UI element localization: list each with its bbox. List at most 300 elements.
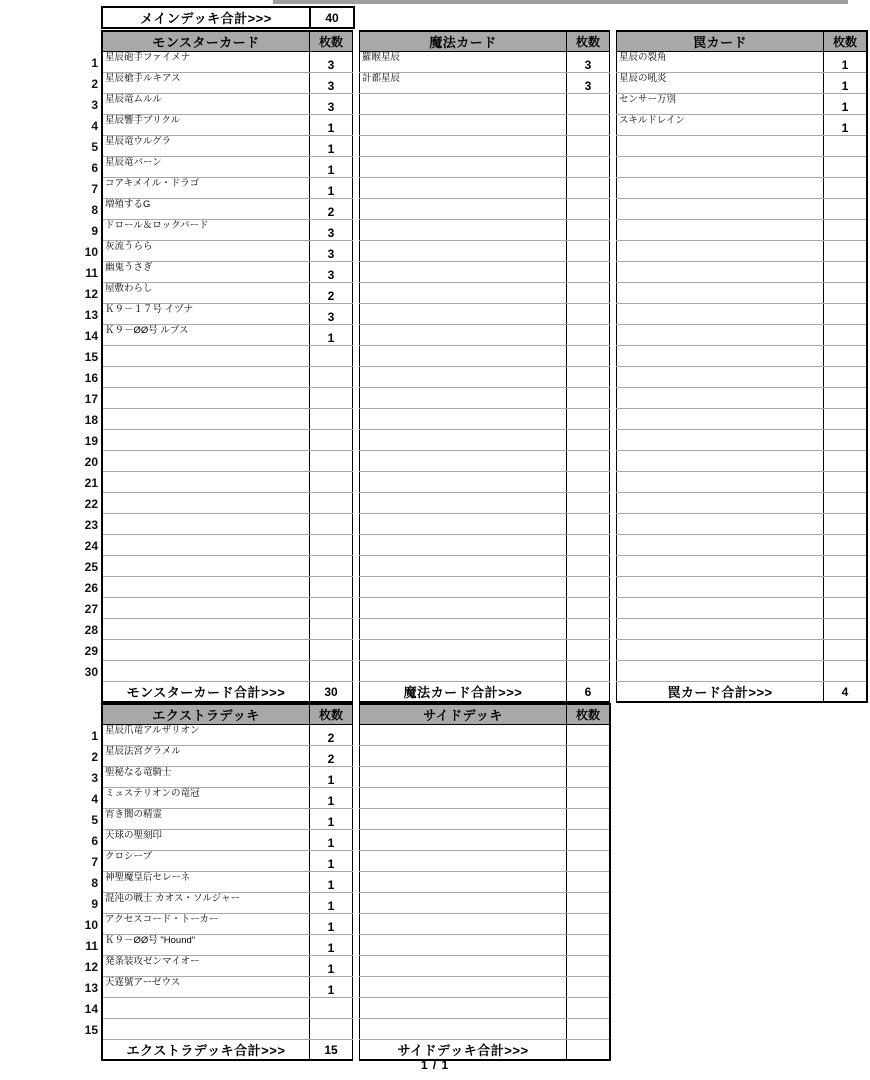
- lower-deck-row-number: 2: [91, 749, 98, 764]
- card-qty-cell[interactable]: 1: [310, 767, 353, 788]
- card-name-cell[interactable]: [360, 640, 567, 661]
- card-name-cell[interactable]: [102, 493, 310, 514]
- lower-deck-row-number: 1: [91, 728, 98, 743]
- side-deck-qty-header: 枚数: [567, 704, 611, 725]
- card-name-cell[interactable]: [617, 661, 824, 682]
- card-name-cell[interactable]: [102, 430, 310, 451]
- main-deck-row: [76, 199, 867, 220]
- card-name-cell[interactable]: [360, 935, 567, 956]
- card-name-cell[interactable]: [102, 535, 310, 556]
- card-name-cell[interactable]: [617, 325, 824, 346]
- card-name-cell[interactable]: [360, 788, 567, 809]
- card-name-cell[interactable]: 星辰砲手ファイメナ: [102, 52, 310, 73]
- card-name-cell[interactable]: [617, 514, 824, 535]
- card-qty-cell[interactable]: 2: [310, 283, 353, 304]
- card-qty-cell[interactable]: [824, 241, 868, 262]
- card-qty-cell[interactable]: [310, 409, 353, 430]
- card-qty-cell[interactable]: [567, 872, 611, 893]
- card-qty-cell[interactable]: [567, 346, 610, 367]
- card-name-cell[interactable]: [102, 409, 310, 430]
- card-qty-cell[interactable]: [310, 493, 353, 514]
- card-qty-cell[interactable]: [310, 346, 353, 367]
- card-qty-cell[interactable]: [567, 157, 610, 178]
- card-qty-cell[interactable]: [567, 472, 610, 493]
- card-name-cell[interactable]: [617, 283, 824, 304]
- card-qty-cell[interactable]: 1: [310, 157, 353, 178]
- card-name-cell[interactable]: [617, 178, 824, 199]
- card-name-cell[interactable]: 星辰法宮グラメル: [102, 746, 310, 767]
- main-deck-row: [76, 409, 867, 430]
- card-qty-cell[interactable]: 1: [824, 73, 868, 94]
- card-qty-cell[interactable]: [567, 998, 611, 1019]
- card-name-cell[interactable]: クロシープ: [102, 851, 310, 872]
- card-name-cell[interactable]: 星辰竜ウルグラ: [102, 136, 310, 157]
- card-qty-cell[interactable]: [567, 535, 610, 556]
- card-qty-cell[interactable]: [567, 830, 611, 851]
- card-qty-cell[interactable]: [310, 514, 353, 535]
- card-qty-cell[interactable]: [824, 640, 868, 661]
- card-name-cell[interactable]: [102, 1019, 310, 1040]
- card-qty-cell[interactable]: [824, 430, 868, 451]
- card-qty-cell[interactable]: [824, 199, 868, 220]
- card-name-cell[interactable]: 灰流うらら: [102, 241, 310, 262]
- lower-deck-row: [76, 956, 610, 977]
- main-deck-row-number: 18: [84, 412, 98, 427]
- main-deck-row-number: 13: [84, 307, 98, 322]
- card-qty-cell[interactable]: [310, 577, 353, 598]
- card-name-cell[interactable]: [102, 388, 310, 409]
- card-name-cell[interactable]: [617, 493, 824, 514]
- card-qty-cell[interactable]: [310, 998, 353, 1019]
- card-name-cell[interactable]: [617, 388, 824, 409]
- card-qty-cell[interactable]: [824, 178, 868, 199]
- clipped-header-band: [273, 0, 848, 4]
- main-deck-row: [76, 157, 867, 178]
- card-name-cell[interactable]: [102, 598, 310, 619]
- main-deck-row: [76, 262, 867, 283]
- card-name-cell[interactable]: [360, 767, 567, 788]
- card-qty-cell[interactable]: [824, 451, 868, 472]
- card-qty-cell[interactable]: 3: [310, 220, 353, 241]
- card-qty-cell[interactable]: 1: [310, 872, 353, 893]
- card-name-cell[interactable]: [617, 304, 824, 325]
- card-name-cell[interactable]: [617, 472, 824, 493]
- card-name-cell[interactable]: [360, 830, 567, 851]
- card-qty-cell[interactable]: [567, 640, 610, 661]
- card-name-cell[interactable]: [360, 472, 567, 493]
- card-name-cell[interactable]: [617, 136, 824, 157]
- card-qty-cell[interactable]: 3: [567, 73, 610, 94]
- card-name-cell[interactable]: 星辰の裂角: [617, 52, 824, 73]
- card-qty-cell[interactable]: [567, 304, 610, 325]
- card-qty-cell[interactable]: [567, 199, 610, 220]
- main-deck-row: [76, 619, 867, 640]
- card-name-cell[interactable]: [360, 535, 567, 556]
- card-name-cell[interactable]: [617, 556, 824, 577]
- card-name-cell[interactable]: Ｋ９－１７号 イヅナ: [102, 304, 310, 325]
- main-deck-row: [76, 451, 867, 472]
- card-name-cell[interactable]: [617, 619, 824, 640]
- card-qty-cell[interactable]: [567, 430, 610, 451]
- card-qty-cell[interactable]: 1: [310, 956, 353, 977]
- card-qty-cell[interactable]: [824, 283, 868, 304]
- card-qty-cell[interactable]: [824, 472, 868, 493]
- card-name-cell[interactable]: [617, 430, 824, 451]
- card-name-cell[interactable]: [360, 241, 567, 262]
- card-qty-cell[interactable]: 1: [310, 178, 353, 199]
- card-qty-cell[interactable]: [567, 283, 610, 304]
- card-qty-cell[interactable]: [567, 661, 610, 682]
- card-qty-cell[interactable]: 1: [310, 788, 353, 809]
- card-qty-cell[interactable]: 1: [310, 325, 353, 346]
- main-deck-row: [76, 283, 867, 304]
- main-deck-row-number: 21: [84, 475, 98, 490]
- card-qty-cell[interactable]: [567, 556, 610, 577]
- card-name-cell[interactable]: [360, 998, 567, 1019]
- card-name-cell[interactable]: [360, 556, 567, 577]
- card-name-cell[interactable]: 星辰爪竜アルザリオン: [102, 725, 310, 746]
- card-name-cell[interactable]: [617, 241, 824, 262]
- card-name-cell[interactable]: [360, 1019, 567, 1040]
- card-qty-cell[interactable]: 1: [310, 977, 353, 998]
- card-qty-cell[interactable]: 2: [310, 199, 353, 220]
- card-qty-cell[interactable]: [824, 262, 868, 283]
- lower-deck-row: [76, 830, 610, 851]
- card-qty-cell[interactable]: 2: [310, 725, 353, 746]
- card-name-cell[interactable]: [360, 199, 567, 220]
- card-qty-cell[interactable]: [824, 619, 868, 640]
- lower-deck-row-number: 12: [84, 959, 98, 974]
- card-qty-cell[interactable]: [567, 325, 610, 346]
- card-name-cell[interactable]: ミュステリオンの竜冠: [102, 788, 310, 809]
- card-qty-cell[interactable]: [567, 577, 610, 598]
- card-qty-cell[interactable]: 3: [310, 241, 353, 262]
- card-name-cell[interactable]: [360, 346, 567, 367]
- main-deck-row: [76, 325, 867, 346]
- card-name-cell[interactable]: [360, 977, 567, 998]
- card-name-cell[interactable]: [102, 514, 310, 535]
- card-name-cell[interactable]: 混沌の戦士 カオス・ソルジャー: [102, 893, 310, 914]
- card-name-cell[interactable]: [360, 220, 567, 241]
- card-qty-cell[interactable]: [567, 893, 611, 914]
- card-name-cell[interactable]: [360, 157, 567, 178]
- card-qty-cell[interactable]: [310, 640, 353, 661]
- lower-deck-row: [76, 872, 610, 893]
- main-deck-grid: [76, 30, 868, 703]
- card-name-cell[interactable]: 星辰槍手ルキアス: [102, 73, 310, 94]
- card-name-cell[interactable]: [360, 809, 567, 830]
- card-name-cell[interactable]: 星辰響手ブリクル: [102, 115, 310, 136]
- card-qty-cell[interactable]: [567, 220, 610, 241]
- card-name-cell[interactable]: [617, 577, 824, 598]
- card-name-cell[interactable]: [617, 346, 824, 367]
- lower-deck-row: [76, 914, 610, 935]
- card-name-cell[interactable]: [102, 619, 310, 640]
- card-qty-cell[interactable]: 1: [310, 935, 353, 956]
- main-deck-row-number: 14: [84, 328, 98, 343]
- card-qty-cell[interactable]: [567, 241, 610, 262]
- trap-total-value: 4: [824, 682, 868, 703]
- card-qty-cell[interactable]: 1: [824, 52, 868, 73]
- card-name-cell[interactable]: [617, 409, 824, 430]
- card-qty-cell[interactable]: [567, 178, 610, 199]
- card-name-cell[interactable]: Ｋ９－ØØ号 ルプス: [102, 325, 310, 346]
- card-qty-cell[interactable]: [567, 409, 610, 430]
- card-qty-cell[interactable]: [824, 346, 868, 367]
- card-name-cell[interactable]: 星辰竜ムルル: [102, 94, 310, 115]
- card-qty-cell[interactable]: 1: [310, 830, 353, 851]
- card-name-cell[interactable]: [360, 619, 567, 640]
- card-qty-cell[interactable]: [567, 598, 610, 619]
- card-name-cell[interactable]: [360, 914, 567, 935]
- card-qty-cell[interactable]: [824, 493, 868, 514]
- rownum-spacer: [76, 6, 101, 29]
- card-qty-cell[interactable]: [310, 619, 353, 640]
- card-name-cell[interactable]: [360, 136, 567, 157]
- card-name-cell[interactable]: 発条装攻ゼンマイオー: [102, 956, 310, 977]
- card-qty-cell[interactable]: [567, 514, 610, 535]
- card-name-cell[interactable]: [102, 472, 310, 493]
- lower-deck-row: [76, 725, 610, 746]
- card-name-cell[interactable]: 天霆號アーゼウス: [102, 977, 310, 998]
- card-name-cell[interactable]: [360, 851, 567, 872]
- main-deck-row: [76, 52, 867, 73]
- lower-deck-row-number: 5: [91, 812, 98, 827]
- card-qty-cell[interactable]: [310, 367, 353, 388]
- card-qty-cell[interactable]: [567, 493, 610, 514]
- card-name-cell[interactable]: [360, 94, 567, 115]
- card-qty-cell[interactable]: [824, 409, 868, 430]
- card-qty-cell[interactable]: [567, 956, 611, 977]
- card-qty-cell[interactable]: [567, 767, 611, 788]
- card-name-cell[interactable]: [360, 598, 567, 619]
- card-qty-cell[interactable]: 1: [310, 914, 353, 935]
- card-name-cell[interactable]: アクセスコード・トーカー: [102, 914, 310, 935]
- card-name-cell[interactable]: [360, 409, 567, 430]
- main-deck-row-number: 30: [84, 664, 98, 679]
- card-name-cell[interactable]: Ｋ９－ØØ号 "Hound": [102, 935, 310, 956]
- card-qty-cell[interactable]: [310, 661, 353, 682]
- extra-deck-qty-header: 枚数: [310, 704, 353, 725]
- card-name-cell[interactable]: 計都星辰: [360, 73, 567, 94]
- card-name-cell[interactable]: 増殖するG: [102, 199, 310, 220]
- card-name-cell[interactable]: [360, 893, 567, 914]
- card-qty-cell[interactable]: 1: [310, 115, 353, 136]
- card-name-cell[interactable]: [360, 262, 567, 283]
- main-deck-row-number: 25: [84, 559, 98, 574]
- main-deck-row: [76, 577, 867, 598]
- card-name-cell[interactable]: [102, 998, 310, 1019]
- card-qty-cell[interactable]: [567, 1019, 611, 1040]
- card-name-cell[interactable]: [617, 199, 824, 220]
- card-qty-cell[interactable]: [824, 157, 868, 178]
- card-qty-cell[interactable]: [824, 325, 868, 346]
- lower-deck-row: [76, 851, 610, 872]
- monster-total-value: 30: [310, 682, 353, 703]
- card-qty-cell[interactable]: [567, 935, 611, 956]
- card-qty-cell[interactable]: [824, 136, 868, 157]
- main-deck-row-number: 8: [91, 202, 98, 217]
- card-name-cell[interactable]: 星辰の吼炎: [617, 73, 824, 94]
- card-qty-cell[interactable]: [310, 535, 353, 556]
- main-deck-row-number: 16: [84, 370, 98, 385]
- card-qty-cell[interactable]: [824, 598, 868, 619]
- rownum-total-spacer: [76, 682, 102, 703]
- card-qty-cell[interactable]: [310, 430, 353, 451]
- card-qty-cell[interactable]: [824, 661, 868, 682]
- card-name-cell[interactable]: 神聖魔皇后セレーネ: [102, 872, 310, 893]
- card-name-cell[interactable]: [617, 157, 824, 178]
- card-name-cell[interactable]: [102, 577, 310, 598]
- card-name-cell[interactable]: [102, 556, 310, 577]
- card-qty-cell[interactable]: 3: [310, 262, 353, 283]
- card-name-cell[interactable]: 屋敷わらし: [102, 283, 310, 304]
- card-name-cell[interactable]: [360, 430, 567, 451]
- card-qty-cell[interactable]: [567, 451, 610, 472]
- card-qty-cell[interactable]: [824, 577, 868, 598]
- card-qty-cell[interactable]: [567, 619, 610, 640]
- card-qty-cell[interactable]: 1: [824, 94, 868, 115]
- main-deck-row: [76, 493, 867, 514]
- card-qty-cell[interactable]: [824, 304, 868, 325]
- card-name-cell[interactable]: ドロール＆ロックバード: [102, 220, 310, 241]
- card-qty-cell[interactable]: [824, 514, 868, 535]
- side-deck-column-header: サイドデッキ: [360, 704, 567, 725]
- lower-deck-totals-row: [76, 1040, 610, 1061]
- main-deck-row: [76, 136, 867, 157]
- main-deck-total-label: メインデッキ合計>>>: [102, 7, 310, 28]
- card-name-cell[interactable]: [360, 178, 567, 199]
- card-qty-cell[interactable]: [567, 136, 610, 157]
- spell-qty-header: 枚数: [567, 31, 610, 52]
- card-qty-cell[interactable]: [567, 851, 611, 872]
- card-qty-cell[interactable]: 1: [310, 809, 353, 830]
- card-name-cell[interactable]: [360, 283, 567, 304]
- card-qty-cell[interactable]: 2: [310, 746, 353, 767]
- main-deck-row-number: 7: [91, 181, 98, 196]
- main-deck-table: [76, 6, 355, 29]
- card-name-cell[interactable]: [360, 661, 567, 682]
- card-name-cell[interactable]: 羅睺星辰: [360, 52, 567, 73]
- lower-deck-row-number: 15: [84, 1022, 98, 1037]
- main-deck-row-number: 10: [84, 244, 98, 259]
- card-qty-cell[interactable]: 3: [310, 52, 353, 73]
- card-qty-cell[interactable]: [567, 367, 610, 388]
- card-qty-cell[interactable]: [567, 262, 610, 283]
- card-qty-cell[interactable]: [567, 809, 611, 830]
- card-name-cell[interactable]: 星辰竜バーン: [102, 157, 310, 178]
- card-qty-cell[interactable]: [567, 914, 611, 935]
- card-qty-cell[interactable]: [310, 472, 353, 493]
- card-qty-cell[interactable]: [567, 788, 611, 809]
- card-name-cell[interactable]: [617, 367, 824, 388]
- card-qty-cell[interactable]: [567, 746, 611, 767]
- card-qty-cell[interactable]: [310, 556, 353, 577]
- card-qty-cell[interactable]: [824, 367, 868, 388]
- card-qty-cell[interactable]: [310, 388, 353, 409]
- card-qty-cell[interactable]: [310, 1019, 353, 1040]
- card-name-cell[interactable]: 宵き闇の精霊: [102, 809, 310, 830]
- card-qty-cell[interactable]: [824, 535, 868, 556]
- card-qty-cell[interactable]: 1: [824, 115, 868, 136]
- card-qty-cell[interactable]: [567, 388, 610, 409]
- card-qty-cell[interactable]: 3: [310, 304, 353, 325]
- card-name-cell[interactable]: [102, 661, 310, 682]
- card-name-cell[interactable]: 聖秘なる竜騎士: [102, 767, 310, 788]
- card-name-cell[interactable]: [360, 388, 567, 409]
- lower-deck-row: [76, 788, 610, 809]
- main-deck-row-number: 2: [91, 76, 98, 91]
- card-name-cell[interactable]: [617, 220, 824, 241]
- card-name-cell[interactable]: 幽鬼うさぎ: [102, 262, 310, 283]
- card-qty-cell[interactable]: [567, 977, 611, 998]
- main-deck-row-number: 19: [84, 433, 98, 448]
- card-name-cell[interactable]: [360, 451, 567, 472]
- card-name-cell[interactable]: [102, 451, 310, 472]
- card-name-cell[interactable]: [360, 746, 567, 767]
- card-name-cell[interactable]: [360, 493, 567, 514]
- main-deck-row: [76, 535, 867, 556]
- card-qty-cell[interactable]: 1: [310, 136, 353, 157]
- lower-deck-row: [76, 893, 610, 914]
- card-qty-cell[interactable]: 3: [310, 73, 353, 94]
- card-name-cell[interactable]: [617, 451, 824, 472]
- card-name-cell[interactable]: 天球の聖刻印: [102, 830, 310, 851]
- card-name-cell[interactable]: [102, 346, 310, 367]
- lower-deck-row-number: 11: [85, 938, 98, 953]
- card-qty-cell[interactable]: [310, 598, 353, 619]
- card-name-cell[interactable]: コアキメイル・ドラゴ: [102, 178, 310, 199]
- card-qty-cell[interactable]: [567, 725, 611, 746]
- card-name-cell[interactable]: [617, 262, 824, 283]
- card-qty-cell[interactable]: 1: [310, 893, 353, 914]
- card-name-cell[interactable]: [360, 367, 567, 388]
- card-name-cell[interactable]: スキルドレイン: [617, 115, 824, 136]
- card-name-cell[interactable]: [102, 640, 310, 661]
- main-deck-row: [76, 178, 867, 199]
- card-qty-cell[interactable]: [310, 451, 353, 472]
- lower-deck-row-number: 9: [91, 896, 98, 911]
- side-deck-total-label: サイドデッキ合計>>>: [360, 1040, 567, 1061]
- card-name-cell[interactable]: センサー万別: [617, 94, 824, 115]
- card-qty-cell[interactable]: [824, 556, 868, 577]
- main-deck-row-number: 26: [84, 580, 98, 595]
- card-qty-cell[interactable]: 1: [310, 851, 353, 872]
- card-name-cell[interactable]: [102, 367, 310, 388]
- card-qty-cell[interactable]: [824, 388, 868, 409]
- card-qty-cell[interactable]: [567, 94, 610, 115]
- card-name-cell[interactable]: [360, 514, 567, 535]
- lower-deck-row-number: 6: [91, 833, 98, 848]
- card-name-cell[interactable]: [360, 872, 567, 893]
- card-name-cell[interactable]: [360, 577, 567, 598]
- card-name-cell[interactable]: [617, 535, 824, 556]
- card-qty-cell[interactable]: 3: [310, 94, 353, 115]
- card-name-cell[interactable]: [360, 304, 567, 325]
- card-name-cell[interactable]: [360, 325, 567, 346]
- lower-deck-row: [76, 1019, 610, 1040]
- card-name-cell[interactable]: [360, 115, 567, 136]
- card-qty-cell[interactable]: [567, 115, 610, 136]
- card-qty-cell[interactable]: 3: [567, 52, 610, 73]
- card-qty-cell[interactable]: [824, 220, 868, 241]
- card-name-cell[interactable]: [617, 640, 824, 661]
- main-deck-row-number: 3: [91, 97, 98, 112]
- card-name-cell[interactable]: [617, 598, 824, 619]
- main-deck-header-row: [76, 31, 867, 52]
- card-name-cell[interactable]: [360, 956, 567, 977]
- card-name-cell[interactable]: [360, 725, 567, 746]
